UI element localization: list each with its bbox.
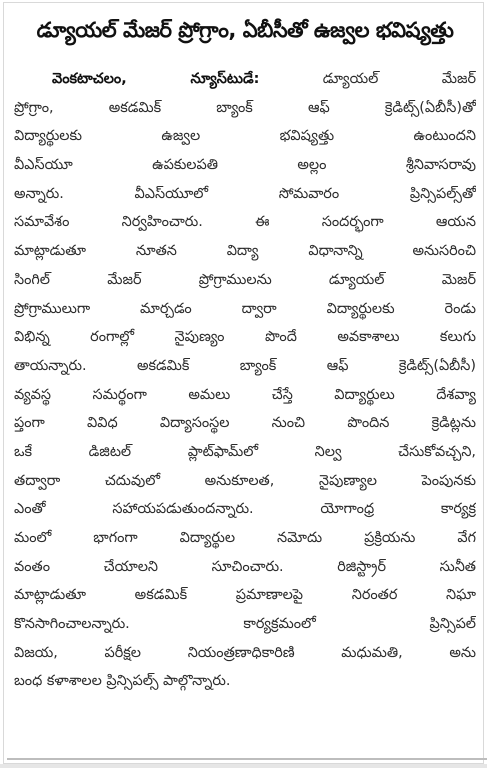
- article-line-13: ప్తంగా వివిధ విద్యాసంస్థల నుంచి పొందిన క్రెడిట్లను: [14, 415, 476, 432]
- article-line-8: సింగిల్ మేజర్ ప్రోగ్రాములను డ్యూయల్ మెజర్: [14, 271, 476, 288]
- article-line-6: సమావేశం నిర్వహించారు. ఈ సందర్భంగా ఆయన: [14, 214, 476, 231]
- article-line-9: ప్రోగ్రాములుగా మార్చడం ద్వారా విద్యార్థులకు రెండు: [14, 300, 476, 317]
- article-line-21: విజయ, పరీక్షల నియంత్రణాధికారిణి మధుమతి, అను: [14, 644, 476, 661]
- article-line-11: తాయన్నారు. అకడమిక్ బ్యాంక్ ఆఫ్ క్రెడిట్స్(ఏబీసీ): [14, 357, 476, 374]
- article-line-1-text: డ్యూయల్ మేజర్: [322, 71, 476, 87]
- article-line-4: వీఎస్‌యూ ఉపకులపతి అల్లం శ్రీనివాసరావు: [14, 157, 476, 174]
- article-line-12: వ్యవస్థ సమర్థంగా అమలు చేస్తే విద్యార్థులు దేశవ్యా: [14, 386, 476, 403]
- article-line-7: మాట్లాడుతూ నూతన విద్యా విధానాన్ని అనుసరించి: [14, 243, 476, 260]
- article-line-22: బంధ కళాశాలల ప్రిన్సిపల్స్ పాల్గొన్నారు.: [14, 673, 231, 690]
- article-line-5: అన్నారు. వీఎస్‌యూలో సోమవారం ప్రిన్సిపల్స్‌తో: [14, 185, 476, 202]
- article-dateline: వెంకటాచలం, న్యూస్‌టుడే:: [52, 71, 260, 87]
- article-line-16: ఎంతో సహాయపడుతుందన్నారు. యోగాంధ్ర కార్యక్ర: [14, 501, 476, 518]
- clipping-bottom-rule: [7, 758, 487, 760]
- article-line-2: ప్రోగ్రాం, అకడమిక్ బ్యాంక్ ఆఫ్ క్రెడిట్స్(ఏబీసీ)తో: [14, 99, 476, 116]
- article-line-14: ఒకే డిజిటల్ ప్లాట్‌ఫామ్‌లో నిల్వ చేసుకోవచ్చని,: [14, 443, 476, 460]
- article-line-20: కొనసాగించాలన్నారు. కార్యక్రమంలో ప్రిన్సిపల్: [14, 616, 476, 633]
- article-line-18: వంతం చేయాలని సూచించారు. రిజిస్ట్రార్ సునీత: [14, 558, 476, 575]
- article-line-19: మాట్లాడుతూ అకడమిక్ ప్రమాణాలపై నిరంతర నిఘా: [14, 587, 476, 604]
- article-line-17: మంలో భాగంగా విద్యార్థుల నమోదు ప్రక్రియను వేగ: [14, 530, 476, 546]
- article-line-3: విద్యార్థులకు ఉజ్వల భవిష్యత్తు ఉంటుందని: [14, 128, 476, 145]
- article-body: [14, 65, 476, 696]
- article-line-15: తద్వారా చదువులో అనుకూలత, నైపుణ్యాల పెంపునకు: [14, 472, 476, 489]
- article-line-1: [14, 65, 476, 94]
- page-bottom-edge: [0, 764, 487, 768]
- news-clipping: [3, 2, 484, 764]
- article-headline: డ్యూయల్ మేజర్ ప్రోగ్రాం, ఏబీసీతో ఉజ్వల భవిష్యత్తు: [36, 18, 454, 42]
- article-line-10: విభిన్న రంగాల్లో నైపుణ్యం పొందే అవకాశాలు కలుగు: [14, 329, 476, 346]
